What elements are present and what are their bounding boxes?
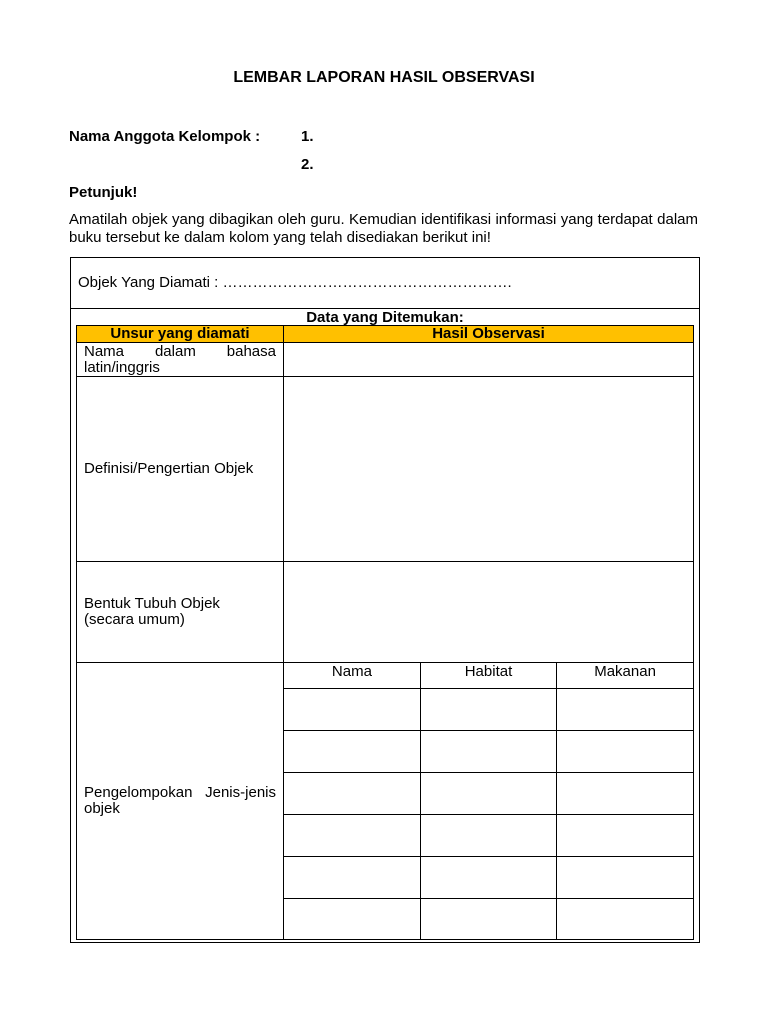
subtable-row bbox=[284, 898, 693, 939]
anggota-number-1: 1. bbox=[301, 128, 314, 145]
subtable-cell-makanan[interactable] bbox=[557, 898, 693, 939]
petunjuk-heading: Petunjuk! bbox=[69, 184, 138, 201]
table-header-row bbox=[77, 326, 694, 343]
subtable-cell-makanan[interactable] bbox=[557, 814, 693, 856]
anggota-label: Nama Anggota Kelompok : bbox=[69, 128, 261, 145]
subtable-cell-nama[interactable] bbox=[284, 856, 420, 898]
subtable-cell-makanan[interactable] bbox=[557, 688, 693, 730]
subtable-cell-nama[interactable] bbox=[284, 688, 420, 730]
subtable-row bbox=[284, 856, 693, 898]
subtable-row bbox=[284, 772, 693, 814]
subheader-makanan: Makanan bbox=[557, 663, 693, 688]
page-title: LEMBAR LAPORAN HASIL OBSERVASI bbox=[233, 69, 535, 86]
subtable-cell-nama[interactable] bbox=[284, 814, 420, 856]
subtable-cell-habitat[interactable] bbox=[420, 688, 556, 730]
subtable-cell-habitat[interactable] bbox=[420, 730, 556, 772]
subtable-cell-makanan[interactable] bbox=[557, 772, 693, 814]
subtable-header-row bbox=[284, 663, 693, 688]
subheader-habitat: Habitat bbox=[420, 663, 556, 688]
header-unsur: Unsur yang diamati bbox=[77, 326, 284, 343]
row-label-definisi: Definisi/Pengertian Objek bbox=[77, 377, 284, 562]
row-input-bentuk-tubuh[interactable] bbox=[284, 562, 694, 663]
data-heading: Data yang Ditemukan: bbox=[306, 309, 464, 326]
header-hasil: Hasil Observasi bbox=[284, 326, 694, 343]
subtable-cell bbox=[284, 663, 694, 940]
subtable-cell-nama[interactable] bbox=[284, 772, 420, 814]
row-label-bentuk-tubuh: Bentuk Tubuh Objek (secara umum) bbox=[77, 562, 284, 663]
row-input-nama-latin[interactable] bbox=[284, 343, 694, 377]
subtable-row bbox=[284, 688, 693, 730]
subtable-cell-habitat[interactable] bbox=[420, 856, 556, 898]
subtable-cell-nama[interactable] bbox=[284, 898, 420, 939]
objek-row bbox=[70, 257, 700, 309]
observation-table bbox=[76, 325, 694, 940]
subtable-cell-habitat[interactable] bbox=[420, 814, 556, 856]
table-row bbox=[77, 343, 694, 377]
subtable-cell-makanan[interactable] bbox=[557, 856, 693, 898]
subtable-row bbox=[284, 730, 693, 772]
petunjuk-text: Amatilah objek yang dibagikan oleh guru. Kemudian identifikasi informasi yang terdapat dalam buku tersebut ke dalam kolom yang telah disediakan berikut ini! bbox=[69, 211, 698, 246]
subtable-row bbox=[284, 814, 693, 856]
table-row bbox=[77, 377, 694, 562]
table-row bbox=[77, 663, 694, 940]
anggota-number-2: 2. bbox=[301, 156, 314, 173]
objek-line: Objek Yang Diamati : …………………………………………………. bbox=[78, 274, 512, 291]
subtable-cell-nama[interactable] bbox=[284, 730, 420, 772]
row-input-definisi[interactable] bbox=[284, 377, 694, 562]
row-label-nama-latin: Nama dalam bahasa latin/inggris bbox=[77, 343, 284, 377]
subtable-cell-habitat[interactable] bbox=[420, 898, 556, 939]
row-label-pengelompokan: Pengelompokan Jenis-jenis objek bbox=[77, 663, 284, 940]
subtable-cell-habitat[interactable] bbox=[420, 772, 556, 814]
subtable-cell-makanan[interactable] bbox=[557, 730, 693, 772]
table-row bbox=[77, 562, 694, 663]
subheader-nama: Nama bbox=[331, 663, 372, 680]
pengelompokan-subtable bbox=[284, 663, 693, 939]
